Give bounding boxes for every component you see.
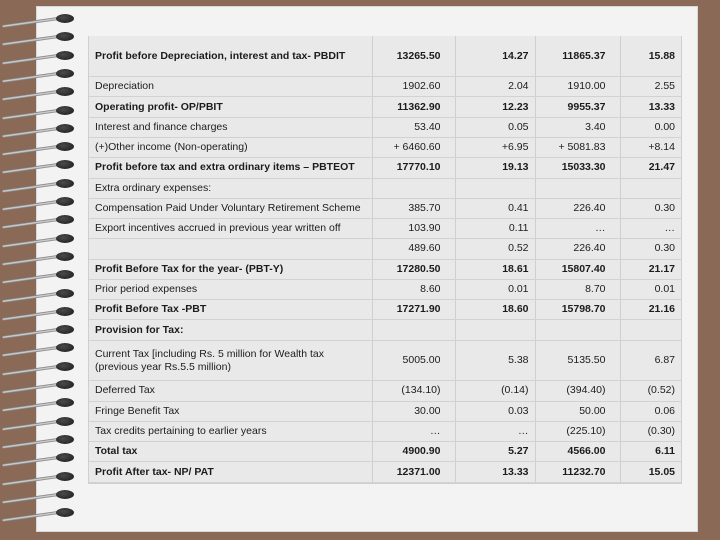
value-previous-amount: 226.40 [535, 239, 620, 259]
table-row [89, 259, 681, 279]
binding-ring [2, 435, 78, 445]
value-previous-percent: 2.55 [620, 77, 681, 97]
value-current-amount: … [372, 421, 455, 441]
value-previous-amount: 9955.37 [535, 97, 620, 117]
value-previous-percent: 6.11 [620, 442, 681, 462]
binding-ring [2, 179, 78, 189]
value-previous-amount: 15033.30 [535, 158, 620, 178]
binding-ring [2, 51, 78, 61]
table-row [89, 462, 681, 483]
value-current-percent: 19.13 [455, 158, 535, 178]
table-row [89, 300, 681, 320]
value-current-amount: (134.10) [372, 381, 455, 401]
binding-ring [2, 234, 78, 244]
value-previous-percent: 6.87 [620, 340, 681, 381]
binding-ring [2, 289, 78, 299]
table-row [89, 401, 681, 421]
table-row [89, 279, 681, 299]
row-label: Profit Before Tax for the year- (PBT-Y) [89, 259, 372, 279]
binding-ring [2, 252, 78, 262]
binding-ring [2, 215, 78, 225]
value-previous-amount: 5135.50 [535, 340, 620, 381]
row-label: Provision for Tax: [89, 320, 372, 340]
row-label: Interest and finance charges [89, 117, 372, 137]
binding-ring [2, 508, 78, 518]
row-label: Profit before Depreciation, interest and tax- PBDIT [89, 36, 372, 77]
value-current-percent: (0.14) [455, 381, 535, 401]
binding-ring [2, 307, 78, 317]
value-previous-amount: 1910.00 [535, 77, 620, 97]
binding-ring [2, 325, 78, 335]
row-label: Prior period expenses [89, 279, 372, 299]
value-current-percent: 14.27 [455, 36, 535, 77]
table-row [89, 239, 681, 259]
value-current-amount: 12371.00 [372, 462, 455, 483]
table-row [89, 158, 681, 178]
value-current-amount: 11362.90 [372, 97, 455, 117]
value-current-percent: 0.01 [455, 279, 535, 299]
table-row [89, 137, 681, 157]
value-current-percent: 2.04 [455, 77, 535, 97]
value-current-amount: 4900.90 [372, 442, 455, 462]
value-current-amount: 17770.10 [372, 158, 455, 178]
value-current-amount [372, 178, 455, 198]
row-label: Compensation Paid Under Voluntary Retirement Scheme [89, 198, 372, 218]
row-label: Operating profit- OP/PBIT [89, 97, 372, 117]
value-previous-percent: 21.17 [620, 259, 681, 279]
binding-ring [2, 197, 78, 207]
value-current-amount: 385.70 [372, 198, 455, 218]
value-previous-percent [620, 320, 681, 340]
value-previous-amount: 50.00 [535, 401, 620, 421]
binding-ring [2, 380, 78, 390]
value-previous-amount: 4566.00 [535, 442, 620, 462]
value-previous-amount: + 5081.83 [535, 137, 620, 157]
value-previous-amount: 11865.37 [535, 36, 620, 77]
table-row [89, 340, 681, 381]
value-current-percent: 0.52 [455, 239, 535, 259]
row-label: Current Tax [including Rs. 5 million for Wealth tax (previous year Rs.5.5 million) [89, 340, 372, 381]
value-current-percent: 18.61 [455, 259, 535, 279]
row-label: Extra ordinary expenses: [89, 178, 372, 198]
value-previous-percent: +8.14 [620, 137, 681, 157]
value-previous-percent: (0.52) [620, 381, 681, 401]
row-label: Tax credits pertaining to earlier years [89, 421, 372, 441]
binding-ring [2, 398, 78, 408]
row-label: Total tax [89, 442, 372, 462]
value-previous-percent: … [620, 219, 681, 239]
binding-ring [2, 362, 78, 372]
value-current-amount: 5005.00 [372, 340, 455, 381]
value-current-amount: 30.00 [372, 401, 455, 421]
value-previous-percent: 21.47 [620, 158, 681, 178]
value-previous-amount: (394.40) [535, 381, 620, 401]
value-current-amount: 103.90 [372, 219, 455, 239]
value-current-amount [372, 320, 455, 340]
row-label: Fringe Benefit Tax [89, 401, 372, 421]
table-row [89, 117, 681, 137]
binding-ring [2, 343, 78, 353]
table-row [89, 178, 681, 198]
binding-ring [2, 453, 78, 463]
value-previous-amount [535, 178, 620, 198]
table-row [89, 421, 681, 441]
table-body [89, 36, 681, 483]
value-previous-amount: (225.10) [535, 421, 620, 441]
value-previous-percent: 21.16 [620, 300, 681, 320]
value-previous-percent: (0.30) [620, 421, 681, 441]
table-row [89, 36, 681, 77]
value-current-percent: … [455, 421, 535, 441]
value-previous-percent: 0.30 [620, 198, 681, 218]
value-current-amount: 17280.50 [372, 259, 455, 279]
table-row [89, 442, 681, 462]
row-label: Deferred Tax [89, 381, 372, 401]
value-previous-percent: 13.33 [620, 97, 681, 117]
value-current-percent: 18.60 [455, 300, 535, 320]
row-label [89, 239, 372, 259]
row-label: Profit before tax and extra ordinary items – PBTEOT [89, 158, 372, 178]
value-previous-amount: 11232.70 [535, 462, 620, 483]
table-row [89, 381, 681, 401]
profit-loss-table [89, 36, 681, 483]
table-row [89, 219, 681, 239]
value-current-percent [455, 178, 535, 198]
value-current-percent: 13.33 [455, 462, 535, 483]
row-label: Profit Before Tax -PBT [89, 300, 372, 320]
row-label: Export incentives accrued in previous year written off [89, 219, 372, 239]
binding-ring [2, 270, 78, 280]
value-previous-amount: 3.40 [535, 117, 620, 137]
value-current-percent: 0.05 [455, 117, 535, 137]
value-previous-percent: 0.00 [620, 117, 681, 137]
value-current-percent [455, 320, 535, 340]
binding-ring [2, 124, 78, 134]
binding-ring [2, 472, 78, 482]
value-current-amount: 1902.60 [372, 77, 455, 97]
value-previous-percent: 15.05 [620, 462, 681, 483]
row-label: (+)Other income (Non-operating) [89, 137, 372, 157]
value-previous-amount: 15807.40 [535, 259, 620, 279]
financial-table-container [88, 36, 682, 484]
binding-ring [2, 32, 78, 42]
value-current-amount: 53.40 [372, 117, 455, 137]
value-previous-percent: 0.06 [620, 401, 681, 421]
binding-ring [2, 142, 78, 152]
value-current-percent: 0.11 [455, 219, 535, 239]
value-previous-amount [535, 320, 620, 340]
value-previous-amount: 8.70 [535, 279, 620, 299]
binding-ring [2, 87, 78, 97]
value-current-amount: 8.60 [372, 279, 455, 299]
value-current-percent: +6.95 [455, 137, 535, 157]
binding-ring [2, 106, 78, 116]
value-current-amount: 13265.50 [372, 36, 455, 77]
value-previous-percent: 15.88 [620, 36, 681, 77]
table-row [89, 320, 681, 340]
value-current-amount: 489.60 [372, 239, 455, 259]
value-current-percent: 0.03 [455, 401, 535, 421]
spiral-binding [0, 14, 80, 526]
value-current-amount: 17271.90 [372, 300, 455, 320]
value-previous-percent: 0.01 [620, 279, 681, 299]
value-previous-amount: … [535, 219, 620, 239]
binding-ring [2, 417, 78, 427]
row-label: Depreciation [89, 77, 372, 97]
table-row [89, 77, 681, 97]
binding-ring [2, 490, 78, 500]
value-current-percent: 12.23 [455, 97, 535, 117]
binding-ring [2, 69, 78, 79]
value-current-percent: 0.41 [455, 198, 535, 218]
value-current-percent: 5.27 [455, 442, 535, 462]
value-current-amount: + 6460.60 [372, 137, 455, 157]
table-row [89, 198, 681, 218]
value-previous-amount: 15798.70 [535, 300, 620, 320]
row-label: Profit After tax- NP/ PAT [89, 462, 372, 483]
table-row [89, 97, 681, 117]
binding-ring [2, 160, 78, 170]
value-current-percent: 5.38 [455, 340, 535, 381]
value-previous-percent: 0.30 [620, 239, 681, 259]
binding-ring [2, 14, 78, 24]
value-previous-amount: 226.40 [535, 198, 620, 218]
value-previous-percent [620, 178, 681, 198]
